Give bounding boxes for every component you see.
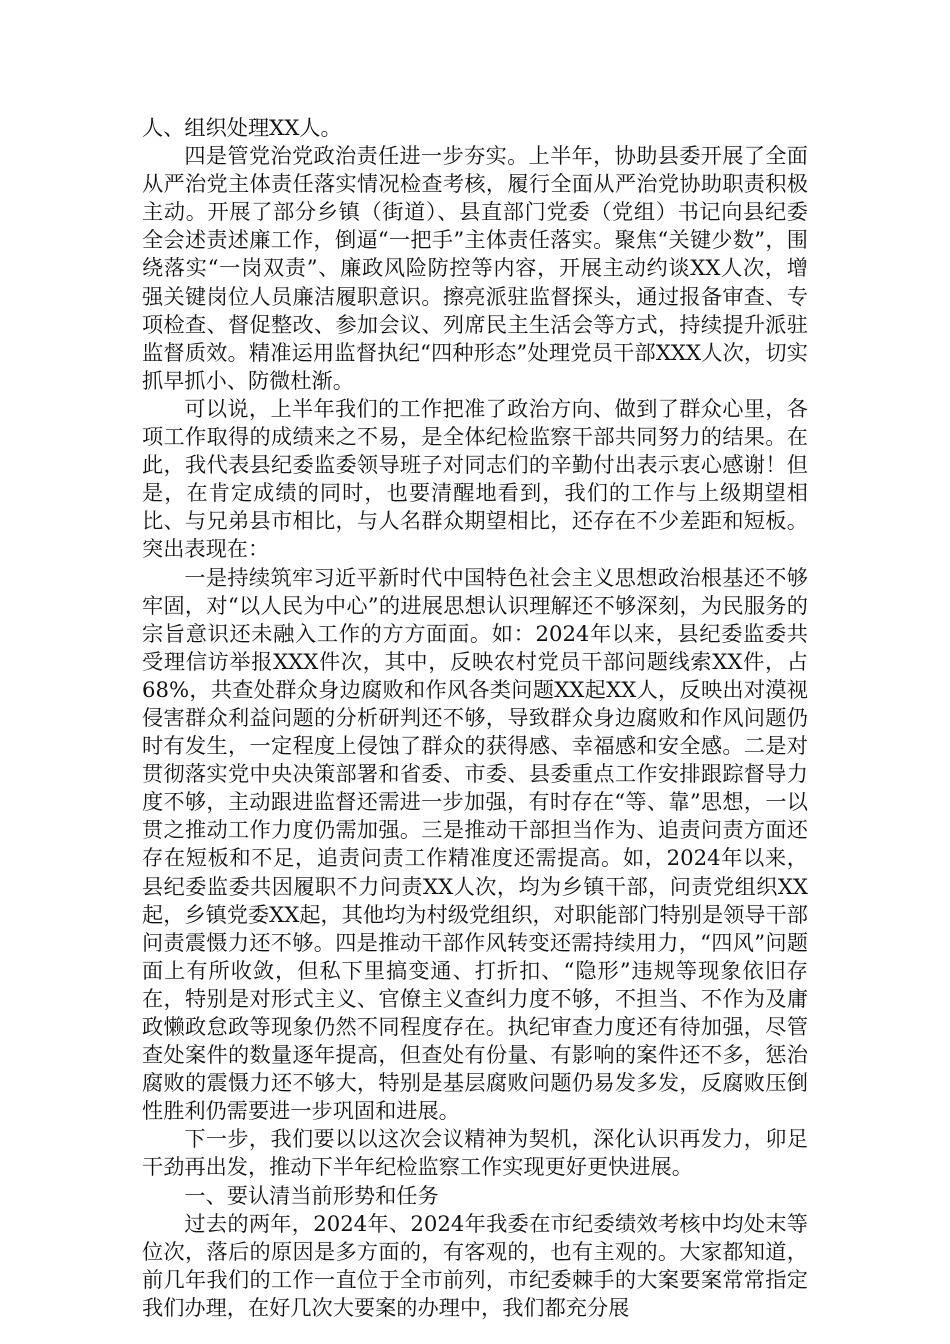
paragraph-past-two-years: 过去的两年，2024年、2024年我委在市纪委绩效考核中均处末等位次，落后的原因是多方面的，有客观的，也有主观的。大家都知道，前几年我们的工作一直位于全市前列，市纪委棘手的大案要案常常指定我们办理，在好几次大要案的办理中，我们都充分展	[142, 1210, 808, 1320]
paragraph-next-step: 下一步，我们要以以这次会议精神为契机，深化认识再发力，卯足干劲再出发，推动下半年纪检监察工作实现更好更快进展。	[142, 1126, 808, 1180]
paragraph-party-responsibility: 四是管党治党政治责任进一步夯实。上半年，协助县委开展了全面从严治党主体责任落实情况检查考核，履行全面从严治党协助职责积极主动。开展了部分乡镇（街道）、县直部门党委（党组）书记向县纪委全会述责述廉工作，倒逼“一把手”主体责任落实。聚焦“关键少数”，围绕落实“一岗双责”、廉政风险防控等内容，开展主动约谈XX人次，增强关键岗位人员廉洁履职意识。擦亮派驻监督探头，通过报备审查、专项检查、督促整改、参加会议、列席民主生活会等方式，持续提升派驻监督质效。精准运用监督执纪“四种形态”处理党员干部XXX人次，切实抓早抓小、防微杜渐。	[142, 143, 808, 393]
section-heading: 一、要认清当前形势和任务	[184, 1182, 439, 1208]
paragraph-continuation: 人、组织处理XX人。	[142, 115, 342, 140]
paragraph-problems: 一是持续筑牢习近平新时代中国特色社会主义思想政治根基还不够牢固，对“以人民为中心”的进展思想认识理解还不够深刻，为民服务的宗旨意识还未融入工作的方方面面。如：2024年以来，县纪委监委共受理信访举报XXX件次，其中，反映农村党员干部问题线索XX件，占68%，共查处群众身边腐败和作风各类问题XX起XX人，反映出对漠视侵害群众利益问题的分析研判还不够，导致群众身边腐败和作风问题仍时有发生，一定程度上侵蚀了群众的获得感、幸福感和安全感。二是对贯彻落实党中央决策部署和省委、市委、县委重点工作安排跟踪督导力度不够，主动跟进监督还需进一步加强，有时存在“等、靠”思想，一以贯之推动工作力度仍需加强。三是推动干部担当作为、追责问责方面还存在短板和不足，追责问责工作精准度还需提高。如，2024年以来，县纪委监委共因履职不力问责XX人次，均为乡镇干部，问责党组织XX起，乡镇党委XX起，其他均为村级党组织，对职能部门特别是领导干部问责震慑力还不够。四是推动干部作风转变还需持续用力，“四风”问题面上有所收敛，但私下里搞变通、打折扣、“隐形”违规等现象依旧存在，特别是对形式主义、官僚主义查纠力度不够，不担当、不作为及庸政懒政怠政等现象仍然不同程度存在。执纪审查力度还有待加强，尽管查处案件的数量逐年提高，但查处有份量、有影响的案件还不多，惩治腐败的震慑力还不够大，特别是基层腐败问题仍易发多发，反腐败压倒性胜利仍需要进一步巩固和进展。	[142, 564, 808, 1124]
paragraph-summary: 可以说，上半年我们的工作把准了政治方向、做到了群众心里，各项工作取得的成绩来之不易，是全体纪检监察干部共同努力的结果。在此，我代表县纪委监委领导班子对同志们的辛勤付出表示衷心感谢！但是，在肯定成绩的同时，也要清醒地看到，我们的工作与上级期望相比、与兄弟县市相比，与人名群众期望相比，还存在不少差距和短板。突出表现在：	[142, 395, 808, 562]
document-body	[142, 114, 808, 1322]
